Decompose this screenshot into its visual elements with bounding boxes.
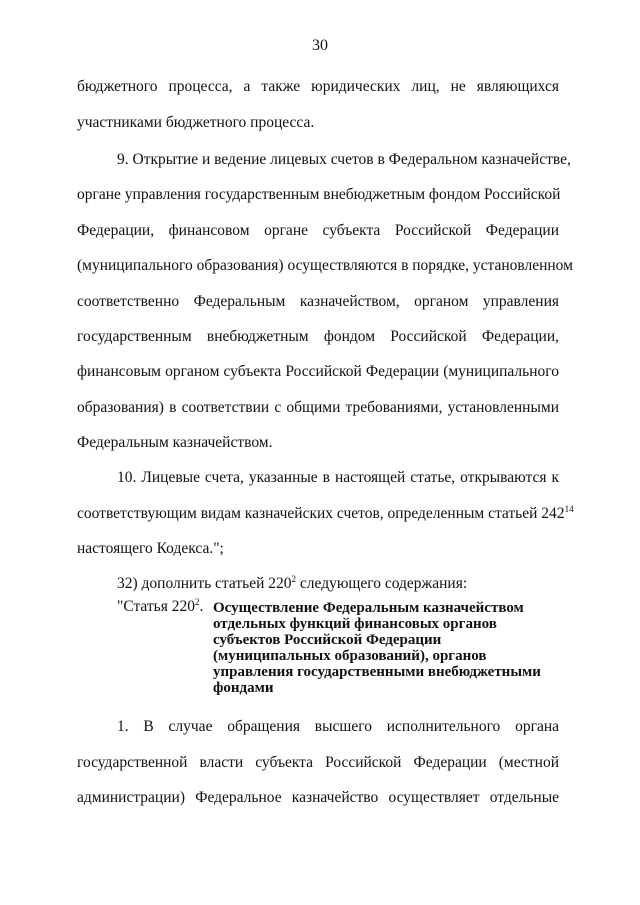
- text-line: органе управления государственным внебюджетным фондом Российской: [77, 186, 561, 203]
- article-heading-line: субъектов Российской Федерации: [213, 632, 442, 648]
- text-line: соответственно Федеральным казначейством, органом управления: [77, 293, 559, 310]
- text-line: [117, 574, 559, 594]
- text-line: бюджетного процесса, а также юридических лиц, не являющихся: [77, 78, 559, 95]
- text-line: 9. Открытие и ведение лицевых счетов в Федеральном казначействе,: [117, 151, 571, 168]
- article-prefix: "Статья 220: [117, 598, 195, 615]
- page-number: 30: [312, 37, 328, 54]
- text-line: финансовым органом субъекта Российской Федерации (муниципального: [77, 363, 559, 380]
- text-line: государственной власти субъекта Российской Федерации (местной: [77, 754, 559, 771]
- text-line: настоящего Кодекса.";: [77, 540, 224, 557]
- text-fragment: следующего содержания:: [296, 575, 468, 592]
- article-heading-line: фондами: [213, 680, 274, 696]
- text-fragment: соответствующим видам казначейских счетов, определенным статьей 242: [77, 505, 565, 522]
- superscript: 14: [564, 504, 574, 514]
- text-fragment: 32) дополнить статьей 220: [117, 575, 292, 592]
- article-superscript: 2: [195, 597, 200, 607]
- text-line: [77, 504, 574, 524]
- superscript: 2: [291, 574, 297, 584]
- text-line: государственным внебюджетным фондом Российской Федерации,: [77, 328, 559, 345]
- article-heading-line: Осуществление Федеральным казначейством: [213, 600, 524, 616]
- article-heading-line: управления государственными внебюджетными: [213, 664, 541, 680]
- text-line: участниками бюджетного процесса.: [77, 114, 315, 131]
- text-line: 10. Лицевые счета, указанные в настоящей статье, открываются к: [117, 469, 559, 486]
- text-line: Федерации, финансовом органе субъекта Российской Федерации: [77, 222, 559, 239]
- text-line: (муниципального образования) осуществляются в порядке, установленном: [77, 257, 573, 274]
- article-label: [117, 597, 203, 617]
- article-heading-line: (муниципальных образований), органов: [213, 648, 487, 664]
- text-line: Федеральным казначейством.: [77, 434, 273, 451]
- article-suffix: .: [199, 598, 204, 615]
- text-line: образования) в соответствии с общими требованиями, установленными: [77, 399, 559, 416]
- text-line: 1. В случае обращения высшего исполнительного органа: [117, 718, 559, 735]
- text-line: администрации) Федеральное казначейство осуществляет отдельные: [77, 789, 559, 806]
- article-heading-line: отдельных функций финансовых органов: [213, 616, 497, 632]
